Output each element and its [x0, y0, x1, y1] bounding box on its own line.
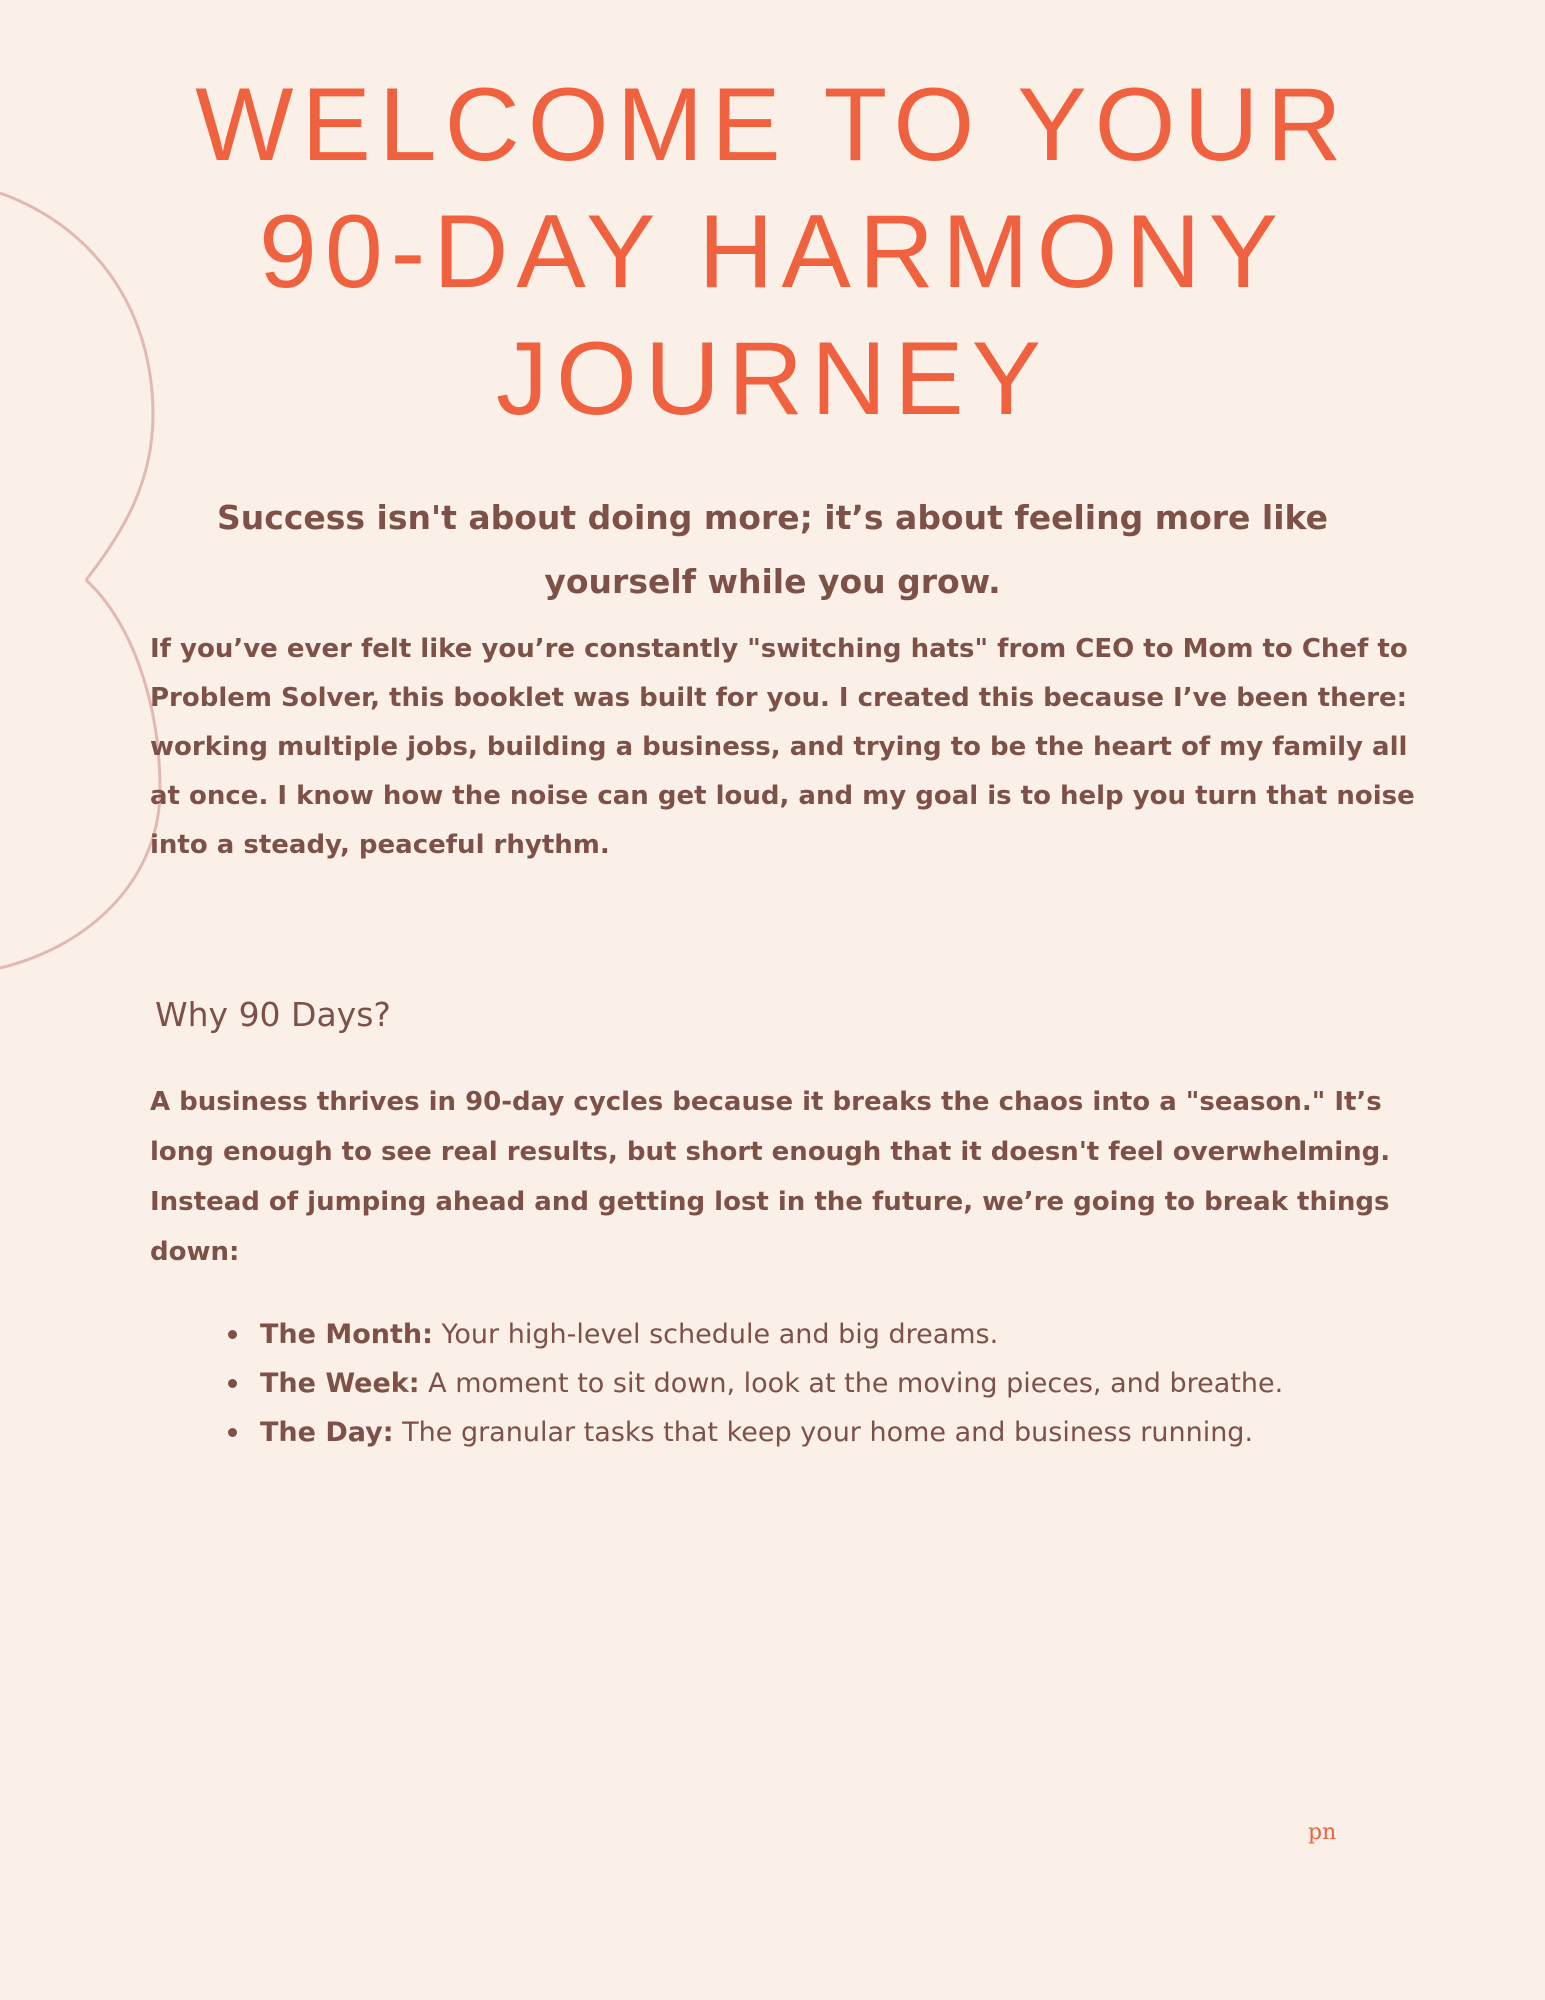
list-item-day [225, 1408, 1283, 1457]
tagline-line-1: Success isn't about doing more; it’s about feeling more like [217, 498, 1328, 537]
intro-paragraph [150, 625, 1415, 870]
list-item-term: The Week: [260, 1368, 420, 1399]
list-item-month [225, 1310, 1283, 1359]
bullet-icon [228, 1379, 237, 1388]
footer-monogram: pn [1308, 1820, 1337, 1845]
page-title-line-2: 90-DAY HARMONY [258, 194, 1287, 310]
intro-line-4: at once. I know how the noise can get loud, and my goal is to help you turn that noise [150, 781, 1415, 811]
decorative-arc-lower [0, 580, 160, 968]
bullet-icon [228, 1428, 237, 1437]
page-title-line-3: JOURNEY [496, 321, 1049, 437]
bullet-icon [228, 1330, 237, 1339]
list-item-term: The Day: [260, 1417, 394, 1448]
list-item-text: The granular tasks that keep your home and business running. [393, 1417, 1254, 1448]
list-item-term: The Month: [260, 1319, 433, 1350]
intro-line-1: If you’ve ever felt like you’re constantly "switching hats" from CEO to Mom to Chef to [150, 634, 1408, 664]
intro-line-5: into a steady, peaceful rhythm. [150, 830, 610, 860]
timeframe-list [225, 1310, 1283, 1457]
list-item-week [225, 1359, 1283, 1408]
why-90-days-paragraph [150, 1077, 1390, 1277]
list-item-text: A moment to sit down, look at the moving pieces, and breathe. [419, 1368, 1284, 1399]
why-line-2: long enough to see real results, but short enough that it doesn't feel overwhelming. [150, 1137, 1391, 1167]
intro-line-2: Problem Solver, this booklet was built for you. I created this because I’ve been there: [150, 683, 1408, 713]
intro-line-3: working multiple jobs, building a business, and trying to be the heart of my family all [150, 732, 1408, 762]
tagline-line-2: yourself while you grow. [544, 562, 1001, 601]
why-line-1: A business thrives in 90-day cycles because it breaks the chaos into a "season." It’s [150, 1087, 1382, 1117]
why-line-4: down: [150, 1237, 240, 1267]
why-90-days-heading: Why 90 Days? [155, 995, 391, 1034]
page-title [100, 62, 1445, 443]
list-item-text: Your high-level schedule and big dreams. [432, 1319, 999, 1350]
tagline [150, 486, 1395, 614]
page-title-line-1: WELCOME TO YOUR [195, 67, 1350, 183]
why-line-3: Instead of jumping ahead and getting lost in the future, we’re going to break things [150, 1187, 1390, 1217]
